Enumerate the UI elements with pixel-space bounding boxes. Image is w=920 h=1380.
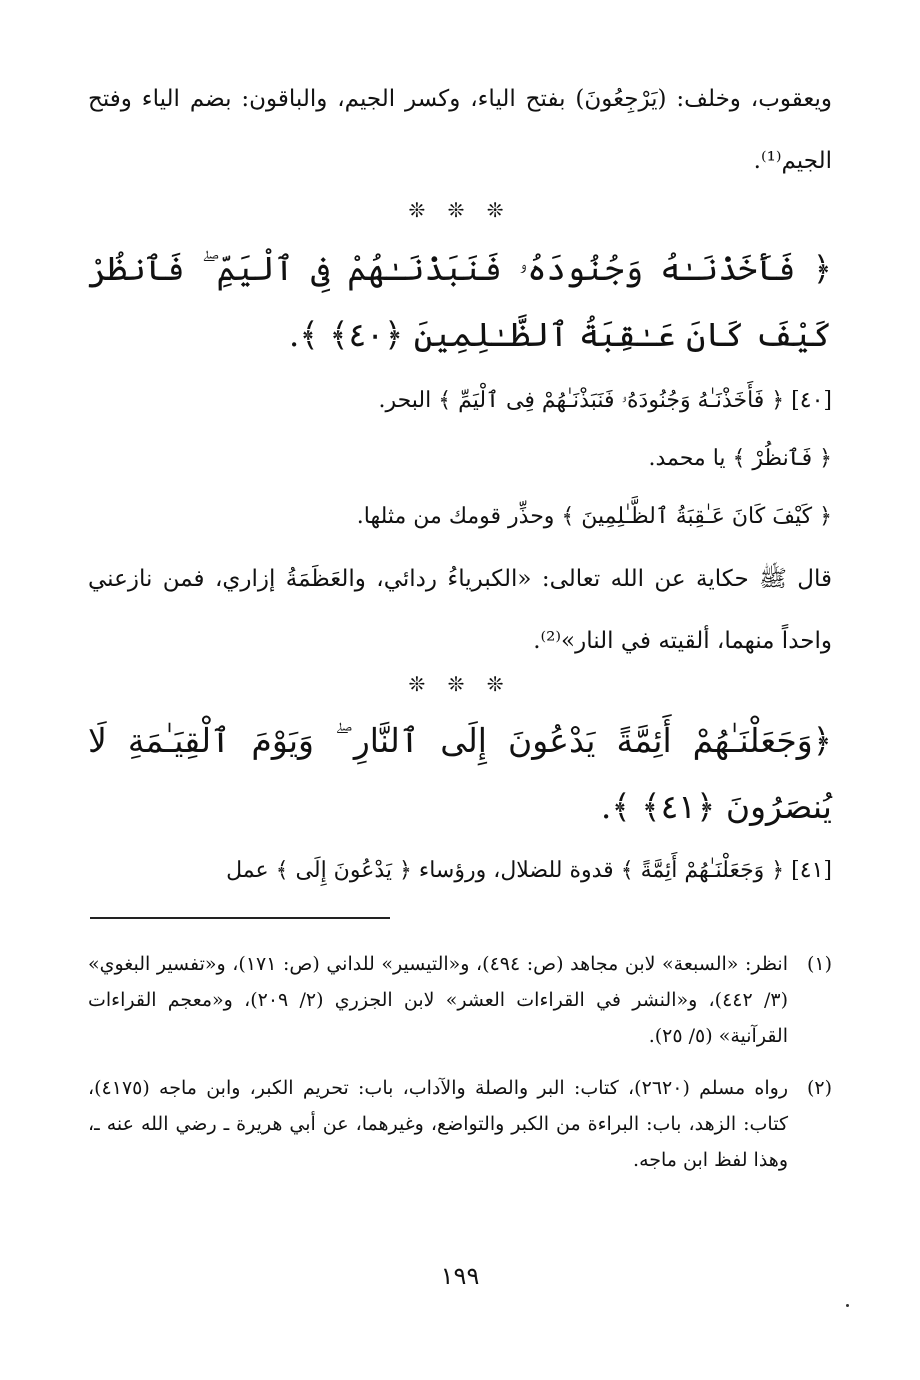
section-separator: ❊ ❊ ❊ <box>408 198 512 222</box>
tafsir-41-line: [٤١] ﴿ وَجَعَلْنَـٰهُمْ أَئِمَّةً ﴾ قدوة للضلال، ورؤساء ﴿ يَدْعُونَ إِلَى ﴾ عمل <box>226 858 832 883</box>
tafsir-40-line-2: ﴿ فَٱنظُرْ ﴾ يا محمد. <box>648 446 832 471</box>
footnote-text: انظر: «السبعة» لابن مجاهد (ص: ٤٩٤)، و«التيسير» للداني (ص: ١٧١)، و«تفسير البغوي» (٣/ ٤٤٢)، و«النشر في القراءات العشر» لابن الجزري (٢/ ٢٠٩)، و«معجم القراءات القرآنية» (٥/ ٢٥). <box>88 953 788 1047</box>
verse-41: ﴿وَجَعَلْنَـٰهُمْ أَئِمَّةً يَدْعُونَ إِلَى ٱلنَّارِ ۖ وَيَوْمَ ٱلْقِيَـٰمَةِ لَا يُنصَرُونَ ﴿٤١﴾ ﴾. <box>88 721 832 826</box>
tafsir-40-line-3: ﴿ كَيْفَ كَانَ عَـٰقِبَةُ ٱلظَّـٰلِمِينَ ﴾ وحذِّر قومك من مثلها. <box>356 504 832 529</box>
page-number: ١٩٩ <box>440 1262 480 1290</box>
scan-speck <box>846 1304 849 1307</box>
footnote-number: (١) <box>806 953 832 975</box>
footnote-1 <box>88 946 832 1054</box>
footnote-divider <box>90 917 390 919</box>
footnote-2 <box>88 1070 832 1178</box>
footnote-text: رواه مسلم (٢٦٢٠)، كتاب: البر والصلة والآداب، باب: تحريم الكبر، وابن ماجه (٤١٧٥)، كتاب: الزهد، باب: البراءة من الكبر والتواضع، وغيرهما، عن أبي هريرة ـ رضي الله عنه ـ، وهذا لفظ ابن ماجه. <box>88 1077 789 1171</box>
section-separator: ❊ ❊ ❊ <box>408 672 512 696</box>
footnote-number: (٢) <box>806 1077 832 1099</box>
verse-40: ﴿ فَأَخَذْنَـٰهُ وَجُنُودَهُۥ فَنَبَذْنَـٰهُمْ فِى ٱلْيَمِّ ۖ فَٱنظُرْ كَيْفَ كَانَ عَـٰقِبَةُ ٱلظَّـٰلِمِينَ ﴿٤٠﴾ ﴾. <box>88 249 832 354</box>
top-paragraph: ويعقوب، وخلف: (يَرْجِعُونَ) بفتح الياء، وكسر الجيم، والباقون: بضم الياء وفتح الجيم⁽¹⁾. <box>88 86 832 174</box>
hadith-paragraph: قال ﷺ حكاية عن الله تعالى: «الكبرياءُ ردائي، والعَظَمَةُ إزاري، فمن نازعني واحداً منهما، ألقيته في النار»⁽²⁾. <box>88 566 832 654</box>
tafsir-40-line-1: [٤٠] ﴿ فَأَخَذْنَـٰهُ وَجُنُودَهُۥ فَنَبَذْنَـٰهُمْ فِى ٱلْيَمِّ ﴾ البحر. <box>378 388 832 413</box>
